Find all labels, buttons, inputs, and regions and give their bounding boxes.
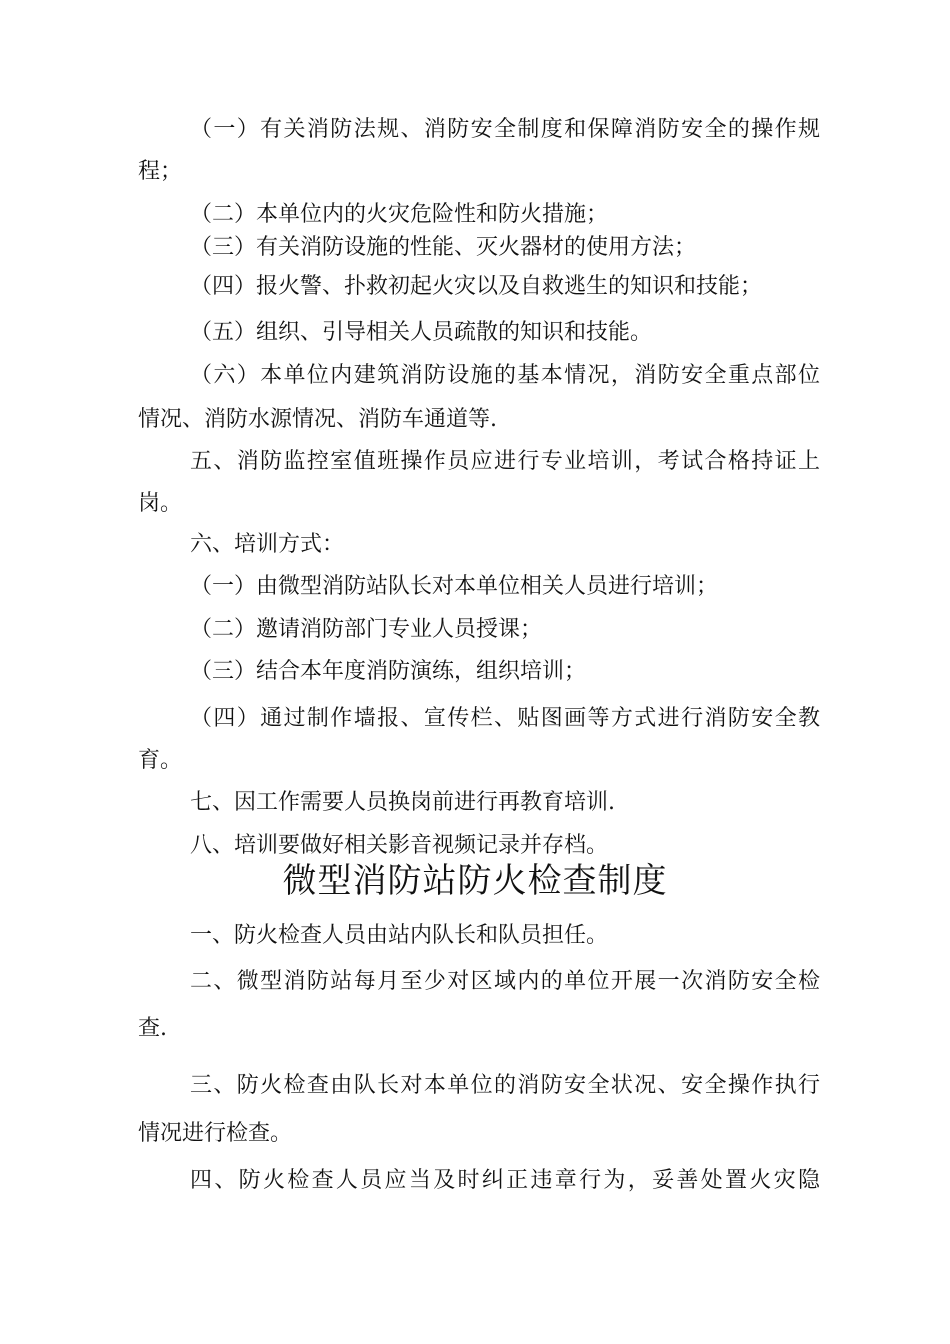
paragraph-line: （二）本单位内的火灾危险性和防火措施； <box>190 202 609 227</box>
paragraph-line: 程； <box>138 159 183 184</box>
paragraph-line: 七、因工作需要人员换岗前进行再教育培训. <box>190 790 615 815</box>
paragraph-line: （四）报火警、扑救初起火灾以及自救逃生的知识和技能； <box>190 274 763 299</box>
paragraph-line: （三）有关消防设施的性能、灭火器材的使用方法； <box>190 235 697 260</box>
paragraph-line: 岗。 <box>138 491 183 516</box>
paragraph-line: 情况进行检查。 <box>138 1121 293 1146</box>
paragraph-line: 六、培训方式： <box>190 532 345 557</box>
paragraph-line: 查. <box>138 1016 167 1041</box>
paragraph-line: 一、防火检查人员由站内队长和队员担任。 <box>190 923 609 948</box>
paragraph-line: 四、防火检查人员应当及时纠正违章行为，妥善处置火灾隐 <box>190 1168 820 1193</box>
paragraph-line: 五、消防监控室值班操作员应进行专业培训，考试合格持证上 <box>190 449 820 474</box>
paragraph-line: 八、培训要做好相关影音视频记录并存档。 <box>190 833 609 858</box>
paragraph-line: （四）通过制作墙报、宣传栏、贴图画等方式进行消防安全教 <box>190 706 820 731</box>
paragraph-line: 情况、消防水源情况、消防车通道等. <box>138 407 497 432</box>
paragraph-line: （六）本单位内建筑消防设施的基本情况，消防安全重点部位 <box>190 363 820 388</box>
paragraph-line: （一）由微型消防站队长对本单位相关人员进行培训； <box>190 574 719 599</box>
paragraph-line: 育。 <box>138 748 183 773</box>
paragraph-line: （二）邀请消防部门专业人员授课； <box>190 617 543 642</box>
paragraph-line: （一）有关消防法规、消防安全制度和保障消防安全的操作规 <box>190 117 820 142</box>
paragraph-line: 二、微型消防站每月至少对区域内的单位开展一次消防安全检 <box>190 969 820 994</box>
paragraph-line: 三、防火检查由队长对本单位的消防安全状况、安全操作执行 <box>190 1073 820 1098</box>
paragraph-line: （五）组织、引导相关人员疏散的知识和技能。 <box>190 320 653 345</box>
paragraph-line: （三）结合本年度消防演练，组织培训； <box>190 659 587 684</box>
section-heading: 微型消防站防火检查制度 <box>282 861 668 901</box>
